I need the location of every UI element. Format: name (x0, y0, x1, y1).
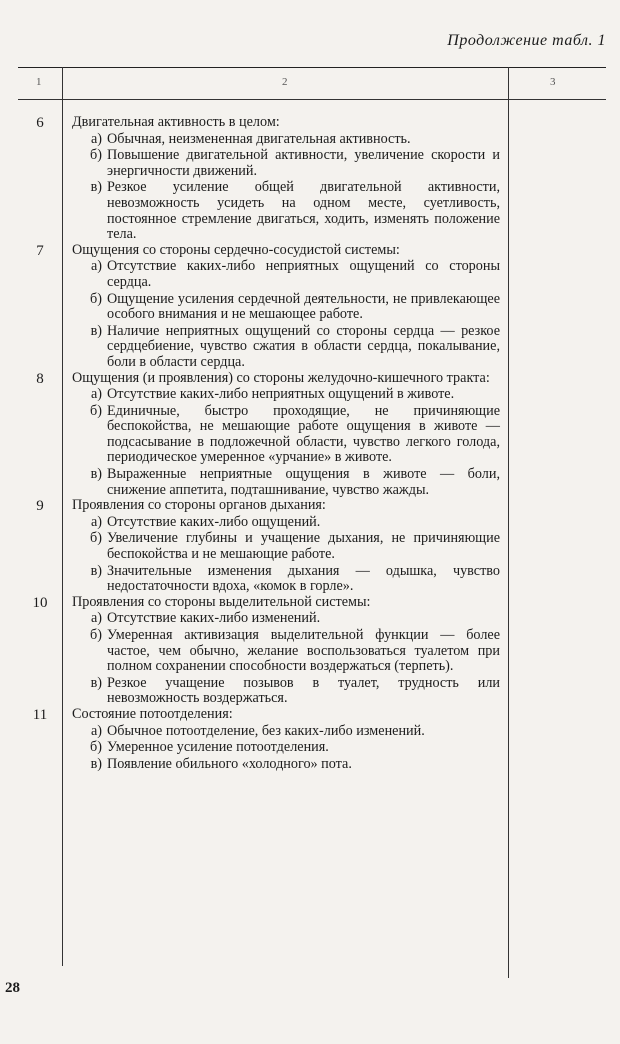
list-item: а) Обычное потоотделение, без каких-либо изменений. (90, 722, 425, 739)
list-item: а) Отсутствие каких-либо неприятных ощущений в животе. (90, 386, 455, 403)
table-body (18, 115, 618, 772)
row-content (62, 115, 500, 243)
list-item: а) Отсутствие каких-либо неприятных ощущений со стороны сердца. (90, 258, 500, 290)
row-number: 11 (32, 706, 48, 723)
table-continuation-caption: Продолжение табл. 1 (447, 32, 606, 49)
table-top-rule (18, 67, 606, 68)
column-header-3: 3 (550, 76, 556, 88)
row-title: Состояние потоотделения: (72, 705, 233, 722)
list-item: б) Умеренная активизация выделительной функции — более частое, чем обычно, желание воспользоваться туалетом при полном сохранении способности воздержаться (терпеть). (90, 627, 500, 675)
row-content (62, 498, 500, 595)
row-title: Проявления со стороны выделительной системы: (72, 593, 371, 610)
row-number: 9 (36, 498, 44, 515)
list-item: в) Резкое усиление общей двигательной активности, невозможность усидеть на одном месте, суетливость, постоянное стремление двигаться, ходить, изменять положение тела. (90, 179, 500, 243)
row-title: Двигательная активность в целом: (72, 114, 280, 130)
table-header-rule (18, 99, 606, 100)
table-row (18, 243, 618, 371)
list-item: б) Повышение двигательной активности, увеличение скорости и энергичности движений. (90, 147, 500, 179)
list-item: а) Отсутствие каких-либо изменений. (90, 610, 321, 627)
list-item: а) Отсутствие каких-либо ощущений. (90, 513, 321, 530)
list-item: в) Появление обильного «холодного» пота. (90, 755, 352, 772)
list-item: в) Наличие неприятных ощущений со стороны сердца — резкое сердцебиение, чувство сжатия в области сердца, покалывание, боли в области сердца. (90, 322, 500, 370)
list-item: а) Обычная, неизмененная двигательная активность. (90, 130, 411, 147)
list-item: в) Резкое учащение позывов в туалет, трудность или невозможность воздержаться. (90, 674, 500, 707)
list-item: б) Умеренное усиление потоотделения. (90, 739, 329, 756)
row-title: Ощущения со стороны сердечно-сосудистой системы: (72, 241, 400, 258)
row-number: 10 (32, 594, 48, 611)
row-content (62, 595, 500, 707)
row-number: 6 (36, 115, 44, 131)
column-header-2: 2 (282, 76, 288, 88)
row-content (62, 371, 500, 499)
row-number: 8 (36, 370, 44, 387)
table-row (18, 371, 618, 499)
table-row (18, 707, 618, 772)
page-number: 28 (5, 980, 20, 996)
table-row (18, 115, 618, 243)
list-item: в) Выраженные неприятные ощущения в животе — боли, снижение аппетита, подташнивание, чувство жажды. (90, 466, 500, 498)
column-header-1: 1 (36, 76, 42, 88)
row-title: Проявления со стороны органов дыхания: (72, 497, 326, 514)
row-content (62, 243, 500, 371)
row-content (62, 707, 500, 772)
list-item: б) Увеличение глубины и учащение дыхания, не причиняющие беспокойства и не мешающие работе. (90, 530, 500, 563)
list-item: б) Единичные, быстро проходящие, не причиняющие беспокойства, не мешающие работе ощущения в животе — подсасывание в подложечной области, чувство легкого голода, периодическое умеренное «урчание» в животе. (90, 402, 500, 466)
list-item: в) Значительные изменения дыхания — одышка, чувство недостаточности вдоха, «комок в горле». (90, 562, 500, 595)
table-row (18, 595, 618, 707)
list-item: б) Ощущение усиления сердечной деятельности, не привлекающее особого внимания и не мешающее работе. (90, 290, 500, 323)
row-title: Ощущения (и проявления) со стороны желудочно-кишечного тракта: (72, 369, 490, 386)
row-number: 7 (36, 242, 44, 259)
table-row (18, 498, 618, 595)
